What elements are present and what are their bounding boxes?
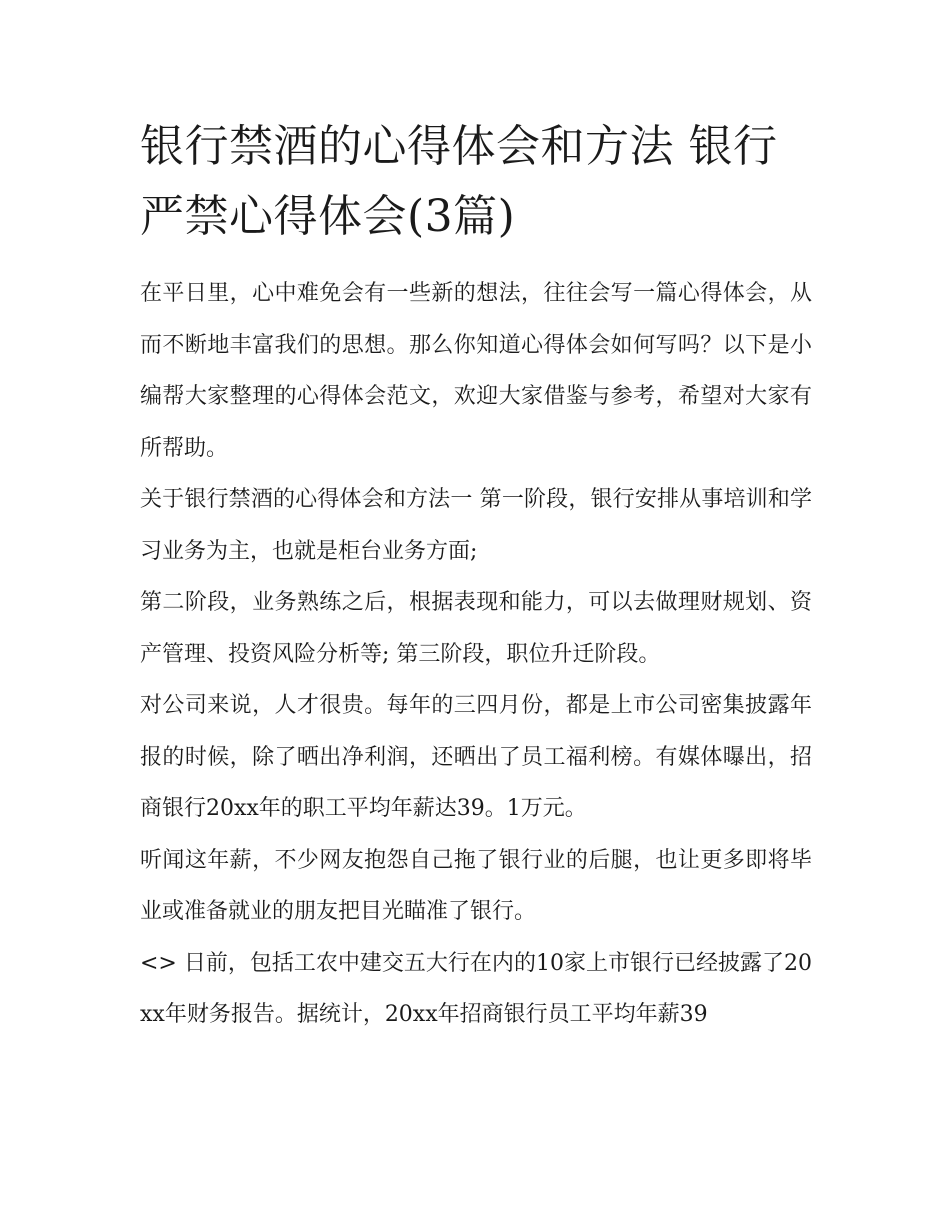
document-page <box>140 112 812 1041</box>
paragraph-method-one: 关于银行禁酒的心得体会和方法一 第一阶段，银行安排从事培训和学习业务为主，也就是柜台业务方面; <box>140 487 812 564</box>
paragraph-intro: 在平日里，心中难免会有一些新的想法，往往会写一篇心得体会，从而不断地丰富我们的思想。那么你知道心得体会如何写吗？以下是小编帮大家整理的心得体会范文，欢迎大家借鉴与参考，希望对大家有所帮助。 <box>140 281 812 461</box>
document-title: 银行禁酒的心得体会和方法 银行严禁心得体会(3篇) <box>140 121 778 242</box>
paragraph-netizens: 听闻这年薪，不少网友抱怨自己拖了银行业的后腿，也让更多即将毕业或准备就业的朋友把目光瞄准了银行。 <box>140 847 812 924</box>
paragraph-stage-two: 第二阶段，业务熟练之后，根据表现和能力，可以去做理财规划、资产管理、投资风险分析等; 第三阶段，职位升迁阶段。 <box>140 590 812 667</box>
paragraph-salary: 对公司来说，人才很贵。每年的三四月份，都是上市公司密集披露年报的时候，除了晒出净利润，还晒出了员工福利榜。有媒体曝出，招商银行20xx年的职工平均年薪达39。1万元。 <box>140 693 812 821</box>
document-body <box>140 268 812 1041</box>
paragraph-banks-report: <> 日前，包括工农中建交五大行在内的10家上市银行已经披露了20xx年财务报告。据统计，20xx年招商银行员工平均年薪39 <box>140 950 812 1027</box>
